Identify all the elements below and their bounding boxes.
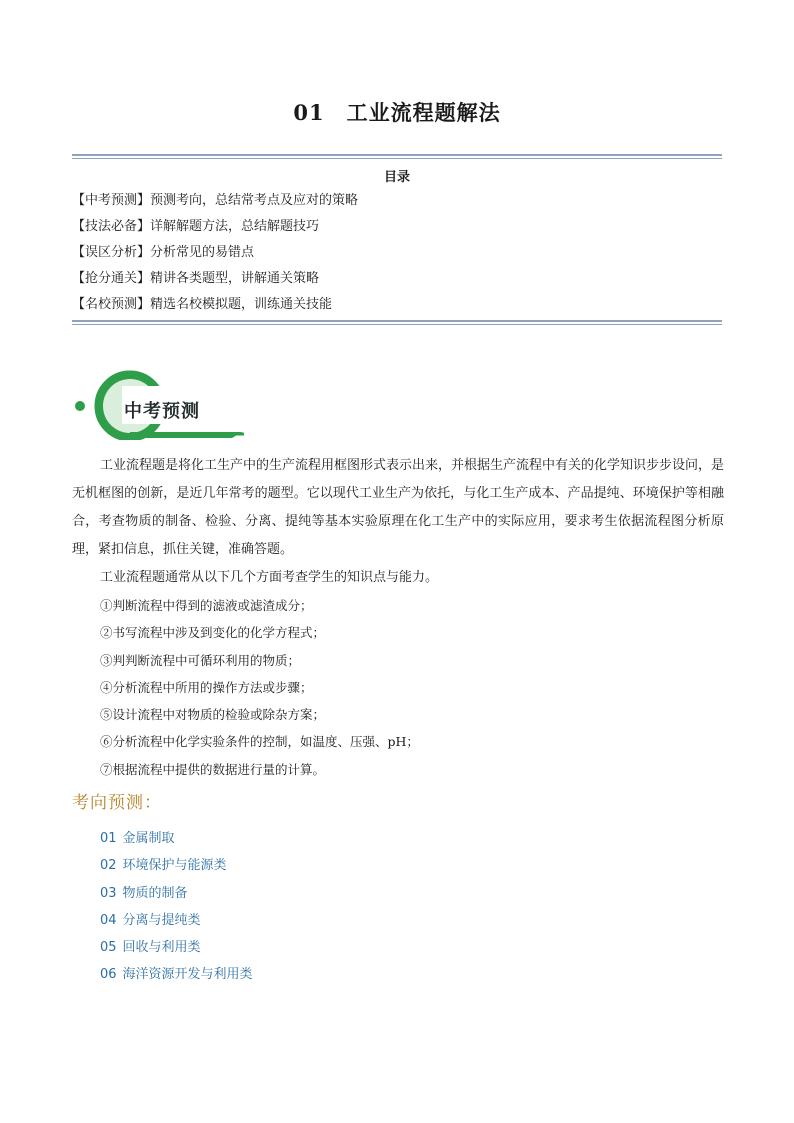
toc-item[interactable] bbox=[72, 190, 358, 216]
forecast-number: 05 bbox=[100, 940, 117, 956]
toc-item[interactable] bbox=[72, 294, 358, 320]
point-item: ②书写流程中涉及到变化的化学方程式； bbox=[100, 625, 326, 641]
table-of-contents bbox=[72, 190, 358, 320]
forecast-number: 01 bbox=[100, 831, 117, 846]
page-title bbox=[0, 97, 794, 127]
forecast-label: 物质的制备 bbox=[122, 885, 188, 901]
forecast-number: 02 bbox=[100, 858, 117, 874]
point-item: ④分析流程中所用的操作方法或步骤； bbox=[100, 679, 313, 695]
forecast-link[interactable] bbox=[100, 964, 253, 991]
intro-paragraph: 工业流程题是将化工生产中的生产流程用框图形式表示出来，并根据生产流程中有关的化学知识步步设问，是无机框图的创新，是近几年常考的题型。它以现代工业生产为依托，与化工生产成本、产品提纯、环境保护等相融合，考查物质的制备、检验、分离、提纯等基本实验原理在化工生产中的实际应用，要求考生依据流程图分析原理，紧扣信息，抓住关键，准确答题。 bbox=[72, 458, 725, 557]
toc-bottom-rule bbox=[72, 320, 722, 325]
forecast-link[interactable] bbox=[100, 937, 253, 964]
section-body bbox=[72, 452, 724, 783]
forecast-number: 03 bbox=[100, 885, 117, 901]
toc-item-text: 精选名校模拟题，训练通关技能 bbox=[150, 297, 333, 312]
section-title: 中考预测 bbox=[124, 401, 200, 422]
toc-item-text: 精讲各类题型，讲解通关策略 bbox=[150, 271, 320, 286]
forecast-number: 04 bbox=[100, 912, 117, 928]
toc-item-tag: 【中考预测】 bbox=[72, 193, 151, 208]
forecast-number: 06 bbox=[100, 967, 117, 983]
toc-item-tag: 【技法必备】 bbox=[72, 219, 151, 234]
toc-item[interactable] bbox=[72, 216, 358, 242]
ability-paragraph: 工业流程题通常从以下几个方面考查学生的知识点与能力。 bbox=[100, 570, 439, 585]
forecast-heading: 考向预测： bbox=[72, 793, 162, 813]
toc-item-text: 详解解题方法，总结解题技巧 bbox=[150, 219, 320, 234]
forecast-link[interactable] bbox=[100, 883, 253, 910]
point-item: ⑤设计流程中对物质的检验或除杂方案； bbox=[100, 707, 326, 723]
toc-item-tag: 【抢分通关】 bbox=[72, 271, 151, 286]
chapter-title: 工业流程题解法 bbox=[346, 101, 501, 125]
forecast-link[interactable] bbox=[100, 855, 253, 882]
toc-item-tag: 【误区分析】 bbox=[72, 245, 151, 260]
forecast-label: 海洋资源开发与利用类 bbox=[122, 967, 253, 983]
point-item: ⑦根据流程中提供的数据进行量的计算。 bbox=[100, 761, 326, 777]
forecast-label: 回收与利用类 bbox=[122, 940, 201, 956]
forecast-label: 环境保护与能源类 bbox=[122, 858, 227, 874]
forecast-link[interactable] bbox=[100, 910, 253, 937]
toc-top-rule bbox=[72, 154, 722, 159]
point-item: ③判判断流程中可循环利用的物质； bbox=[100, 652, 301, 668]
point-item: ①判断流程中得到的滤液或滤渣成分； bbox=[100, 598, 313, 613]
forecast-label: 分离与提纯类 bbox=[122, 912, 201, 928]
toc-item-tag: 【名校预测】 bbox=[72, 297, 151, 312]
forecast-list bbox=[100, 828, 253, 992]
forecast-label: 金属制取 bbox=[122, 831, 175, 846]
toc-item[interactable] bbox=[72, 242, 358, 268]
toc-item-text: 预测考向，总结常考点及应对的策略 bbox=[150, 193, 359, 208]
forecast-link[interactable] bbox=[100, 828, 253, 855]
toc-item-text: 分析常见的易错点 bbox=[150, 245, 255, 260]
chapter-number: 01 bbox=[293, 100, 325, 125]
banner-dot-icon bbox=[75, 401, 85, 411]
toc-item[interactable] bbox=[72, 268, 358, 294]
point-item: ⑥分析流程中化学实验条件的控制，如温度、压强、pH； bbox=[100, 734, 419, 750]
toc-heading: 目录 bbox=[383, 170, 410, 185]
